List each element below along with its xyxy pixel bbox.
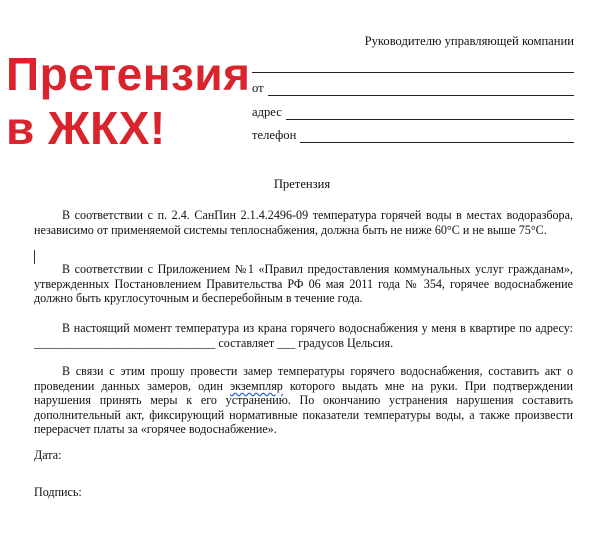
date-label: Дата: (34, 448, 62, 462)
paragraph-rules: В соответствии с Приложением №1 «Правил предоставления коммунальных услуг гражданам», утвержденных Постановлением Правительства РФ 06 мая 2011 года № 354, горячее водоснабжение должно быть круглосуточным и бесперебойным в течение года. (34, 262, 573, 306)
request-text-end: которого выдать мне на руки. При подтверждении нарушения принять меры к его устранению. По окончанию устранения нарушения составить дополнительный акт, фиксирующий нормативные показатели температуры воды, а также произвести перерасчет платы за «горячее водоснабжение». (34, 378, 573, 437)
phone-line (252, 129, 574, 143)
paragraph-request (34, 364, 573, 437)
phone-blank (300, 131, 574, 143)
signature-label: Подпись: (34, 485, 82, 499)
phone-label: телефон (252, 128, 297, 142)
recipient-name-line (252, 59, 574, 73)
address-blank (286, 108, 574, 120)
document-title: Претензия (273, 177, 331, 191)
spellcheck-marked-word[interactable]: экземпляр (229, 378, 283, 393)
address-line (252, 106, 574, 120)
address-label: адрес (252, 104, 282, 119)
request-text-start: В связи с этим прошу провести замер температуры горячего водоснабжения, составить акт о проведении данных замеров, один (34, 364, 573, 393)
stamp-line-1: Претензия (6, 48, 251, 100)
paragraph-current-temperature: В настоящий момент температура из крана горячего водоснабжения у меня в квартире по адресу: ______________________________ составляет ___ градусов Цельсия. (34, 321, 573, 350)
recipient-name-blank (252, 61, 574, 73)
paragraph-sanpin: В соответствии с п. 2.4. СанПин 2.1.4.2496-09 температура горячей воды в местах водоразбора, независимо от применяемой системы теплоснабжения, должна быть не ниже 60°С и не выше 75°С. (34, 208, 573, 237)
stamp-line-2: в ЖКХ! (6, 102, 166, 154)
from-blank (268, 84, 574, 96)
addressee-block (252, 34, 574, 143)
recipient-title: Руководителю управляющей компании (364, 34, 574, 48)
claim-stamp-heading (6, 47, 251, 155)
from-line (252, 82, 574, 96)
from-label: от (252, 81, 264, 95)
